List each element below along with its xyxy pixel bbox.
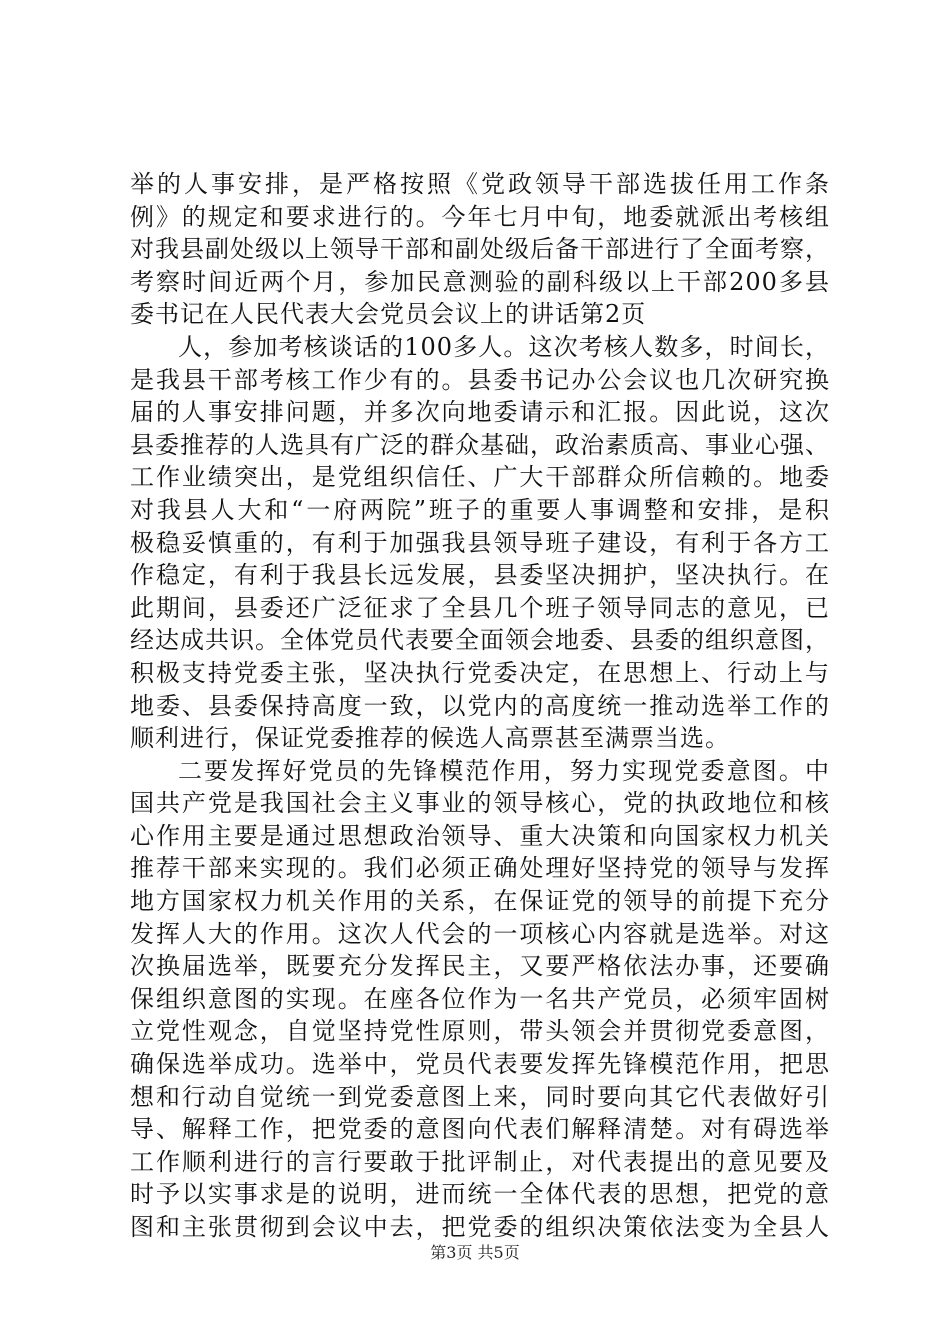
text-line: 此期间，县委还广泛征求了全县几个班子领导同志的意见，已 [130,593,830,622]
text-line: 地委、县委保持高度一致，以党内的高度统一推动选举工作的 [130,691,830,720]
text-line: 对我县人大和“一府两院”班子的重要人事调整和安排，是积 [130,495,830,524]
text-line: 国共产党是我国社会主义事业的领导核心，党的执政地位和核 [130,789,830,818]
text-line: 确保选举成功。选举中，党员代表要发挥先锋模范作用，把思 [130,1050,830,1079]
text-line: 二要发挥好党员的先锋模范作用，努力实现党委意图。中 [178,756,830,785]
text-line: 工作业绩突出，是党组织信任、广大干部群众所信赖的。地委 [130,463,830,492]
text-line: 心作用主要是通过思想政治领导、重大决策和向国家权力机关 [130,821,830,850]
text-line: 例》的规定和要求进行的。今年七月中旬，地委就派出考核组 [130,202,830,231]
text-line: 对我县副处级以上领导干部和副处级后备干部进行了全面考察， [130,235,830,264]
text-line: 工作顺利进行的言行要敢于批评制止，对代表提出的意见要及 [130,1147,830,1176]
document-body [130,168,830,1244]
page-number: 第3页 共5页 [430,1243,520,1262]
text-line: 图和主张贯彻到会议中去，把党委的组织决策依法变为全县人 [130,1213,830,1241]
text-line: 顺利进行，保证党委推荐的候选人高票甚至满票当选。 [130,724,730,753]
text-line: 时予以实事求是的说明，进而统一全体代表的思想，把党的意 [130,1180,830,1209]
text-line: 县委推荐的人选具有广泛的群众基础，政治素质高、事业心强、 [130,430,830,459]
text-line: 人，参加考核谈话的100多人。这次考核人数多，时间长， [178,332,830,361]
text-line: 积极支持党委主张，坚决执行党委决定，在思想上、行动上与 [130,658,830,687]
text-line: 经达成共识。全体党员代表要全面领会地委、县委的组织意图， [130,626,830,655]
text-line: 考察时间近两个月，参加民意测验的副科级以上干部200多县 [130,267,830,296]
text-line: 作稳定，有利于我县长远发展，县委坚决拥护，坚决执行。在 [130,561,830,590]
text-line: 届的人事安排问题，并多次向地委请示和汇报。因此说，这次 [130,398,830,427]
text-line: 极稳妥慎重的，有利于加强我县领导班子建设，有利于各方工 [130,528,830,557]
text-line: 是我县干部考核工作少有的。县委书记办公会议也几次研究换 [130,365,830,394]
text-line: 次换届选举，既要充分发挥民主，又要严格依法办事，还要确 [130,952,830,981]
text-line: 推荐干部来实现的。我们必须正确处理好坚持党的领导与发挥 [130,854,830,883]
text-line: 举的人事安排，是严格按照《党政领导干部选拔任用工作条 [130,170,830,198]
text-line: 发挥人大的作用。这次人代会的一项核心内容就是选举。对这 [130,919,830,948]
text-line: 保组织意图的实现。在座各位作为一名共产党员，必须牢固树 [130,984,830,1013]
text-line: 想和行动自觉统一到党委意图上来，同时要向其它代表做好引 [130,1082,830,1111]
text-line: 立党性观念，自觉坚持党性原则，带头领会并贯彻党委意图， [130,1017,830,1046]
text-line: 地方国家权力机关作用的关系，在保证党的领导的前提下充分 [130,887,830,916]
text-line: 委书记在人民代表大会党员会议上的讲话第2页 [130,300,647,329]
text-line: 导、解释工作，把党委的意图向代表们解释清楚。对有碍选举 [130,1115,830,1144]
page-footer [0,1243,950,1263]
